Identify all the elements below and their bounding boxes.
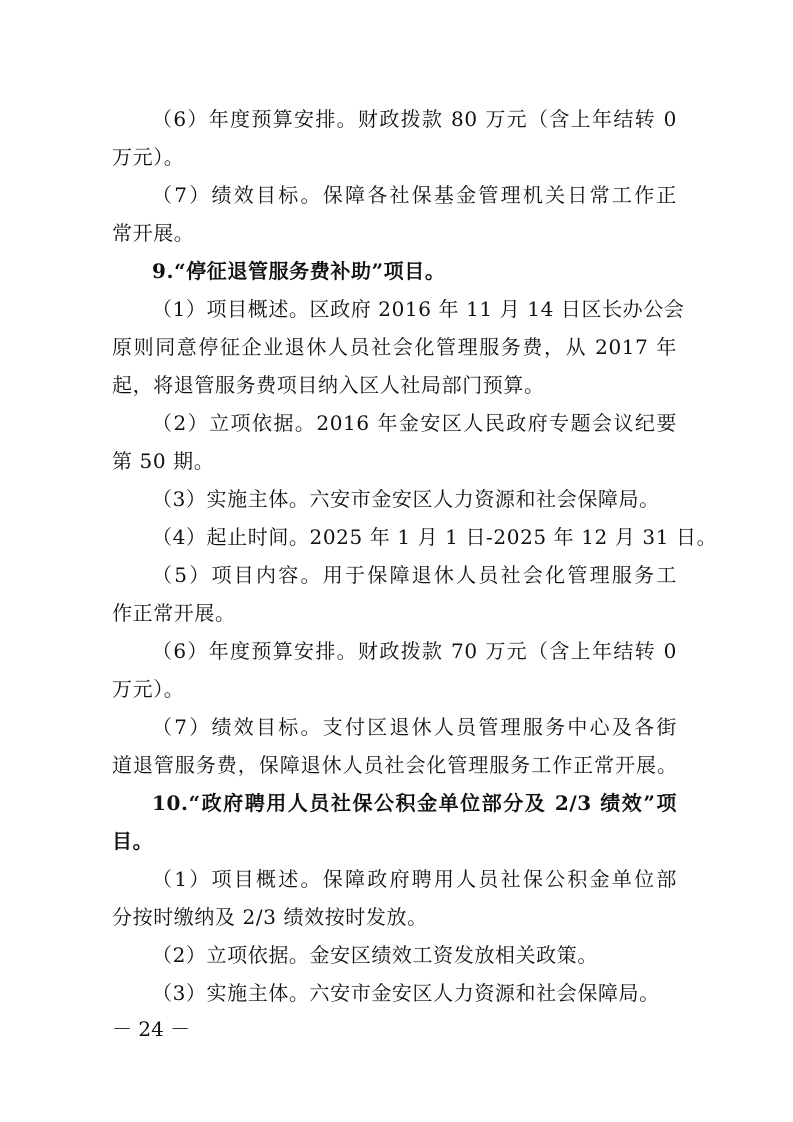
paragraph-goal-9-cont: 道退管服务费，保障退休人员社会化管理服务工作正常开展。 <box>112 753 677 777</box>
paragraph-budget-1-cont: 万元）。 <box>112 145 185 169</box>
paragraph-goal-9: （7）绩效目标。支付区退休人员管理服务中心及各街 <box>152 715 677 739</box>
section-heading-10: 10.“政府聘用人员社保公积金单位部分及 2/3 绩效”项 <box>152 791 677 815</box>
paragraph-period-9: （4）起止时间。2025 年 1 月 1 日-2025 年 12 月 31 日。 <box>152 525 718 549</box>
paragraph-budget-9-cont: 万元）。 <box>112 677 185 701</box>
paragraph-overview-10-cont: 分按时缴纳及 2/3 绩效按时发放。 <box>112 905 428 929</box>
paragraph-content-9: （5）项目内容。用于保障退休人员社会化管理服务工 <box>152 563 677 587</box>
paragraph-basis-9-cont: 第 50 期。 <box>112 449 215 473</box>
paragraph-entity-10: （3）实施主体。六安市金安区人力资源和社会保障局。 <box>152 981 660 1005</box>
page-number: － 24 － <box>112 1017 191 1041</box>
paragraph-basis-10: （2）立项依据。金安区绩效工资发放相关政策。 <box>152 943 598 967</box>
paragraph-budget-1: （6）年度预算安排。财政拨款 80 万元（含上年结转 0 <box>152 107 677 131</box>
paragraph-overview-9-cont: 原则同意停征企业退休人员社会化管理服务费，从 2017 年 <box>112 335 677 359</box>
section-heading-9: 9.“停征退管服务费补助”项目。 <box>152 259 446 283</box>
paragraph-overview-9-cont2: 起，将退管服务费项目纳入区人社局部门预算。 <box>112 373 545 397</box>
section-heading-10-cont: 目。 <box>112 829 154 853</box>
paragraph-overview-10: （1）项目概述。保障政府聘用人员社保公积金单位部 <box>152 867 677 891</box>
paragraph-content-9-cont: 作正常开展。 <box>112 601 236 625</box>
paragraph-budget-9: （6）年度预算安排。财政拨款 70 万元（含上年结转 0 <box>152 639 677 663</box>
paragraph-entity-9: （3）实施主体。六安市金安区人力资源和社会保障局。 <box>152 487 660 511</box>
paragraph-goal-1-cont: 常开展。 <box>112 221 195 245</box>
paragraph-basis-9: （2）立项依据。2016 年金安区人民政府专题会议纪要 <box>152 411 677 435</box>
paragraph-overview-9: （1）项目概述。区政府 2016 年 11 月 14 日区长办公会 <box>152 297 685 321</box>
paragraph-goal-1: （7）绩效目标。保障各社保基金管理机关日常工作正 <box>152 183 677 207</box>
